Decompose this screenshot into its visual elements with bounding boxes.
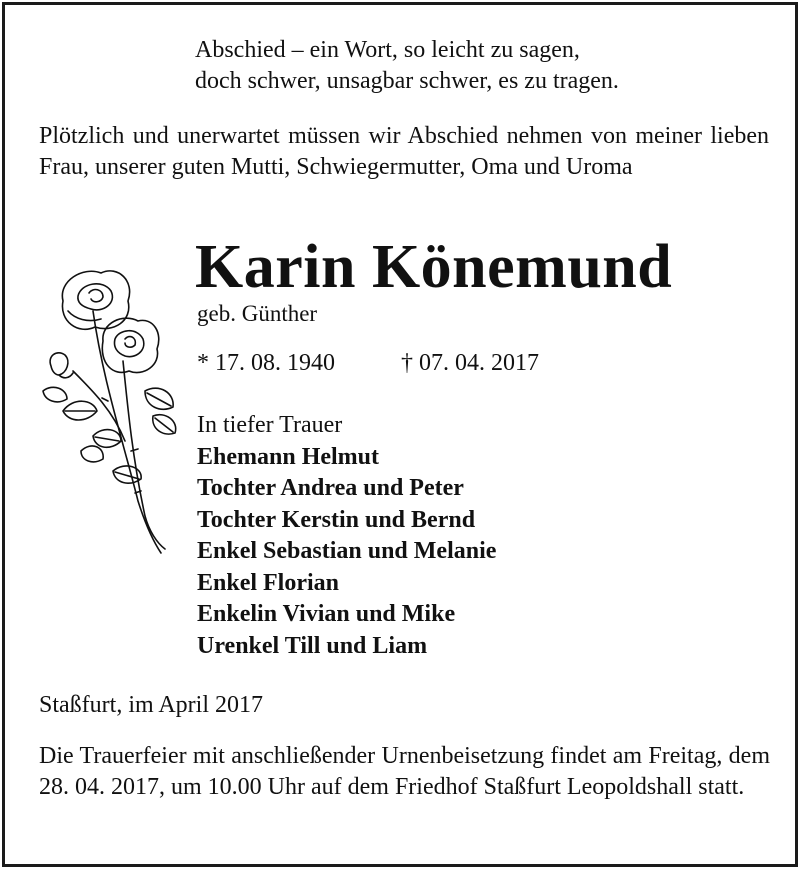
mourner-item: Ehemann Helmut <box>197 443 380 470</box>
death-date: † 07. 04. 2017 <box>401 350 539 376</box>
mourner-item: Enkel Florian <box>197 569 340 596</box>
intro-text: Plötzlich und unerwartet müssen wir Abschied nehmen von meiner lieben Frau, unserer guten Mutti, Schwiegermutter, Oma und Uroma <box>39 123 769 180</box>
poem-line-2: doch schwer, unsagbar schwer, es zu tragen. <box>195 68 619 94</box>
mourner-item: Enkel Sebastian und Melanie <box>197 538 497 564</box>
obituary-frame <box>2 2 798 867</box>
birth-date: * 17. 08. 1940 <box>197 350 335 376</box>
ceremony-text: Die Trauerfeier mit anschließender Urnenbeisetzung findet am Freitag, dem 28. 04. 2017, um 10.00 Uhr auf dem Friedhof Staßfurt Leopoldshall statt. <box>39 743 770 800</box>
poem <box>195 35 619 97</box>
mourners-lead: In tiefer Trauer <box>197 412 343 438</box>
rose-illustration <box>33 261 183 561</box>
maiden-name: geb. Günther <box>197 301 318 326</box>
deceased-name: Karin Könemund <box>195 233 673 301</box>
mourner-item: Enkelin Vivian und Mike <box>197 601 456 627</box>
mourner-item: Tochter Kerstin und Bernd <box>197 506 476 533</box>
mourner-item: Urenkel Till und Liam <box>197 632 428 659</box>
place-date: Staßfurt, im April 2017 <box>39 692 263 718</box>
life-dates <box>197 348 539 379</box>
mourner-item: Tochter Andrea und Peter <box>197 475 464 501</box>
poem-line-1: Abschied – ein Wort, so leicht zu sagen, <box>195 37 580 63</box>
mourners-block <box>197 410 496 662</box>
